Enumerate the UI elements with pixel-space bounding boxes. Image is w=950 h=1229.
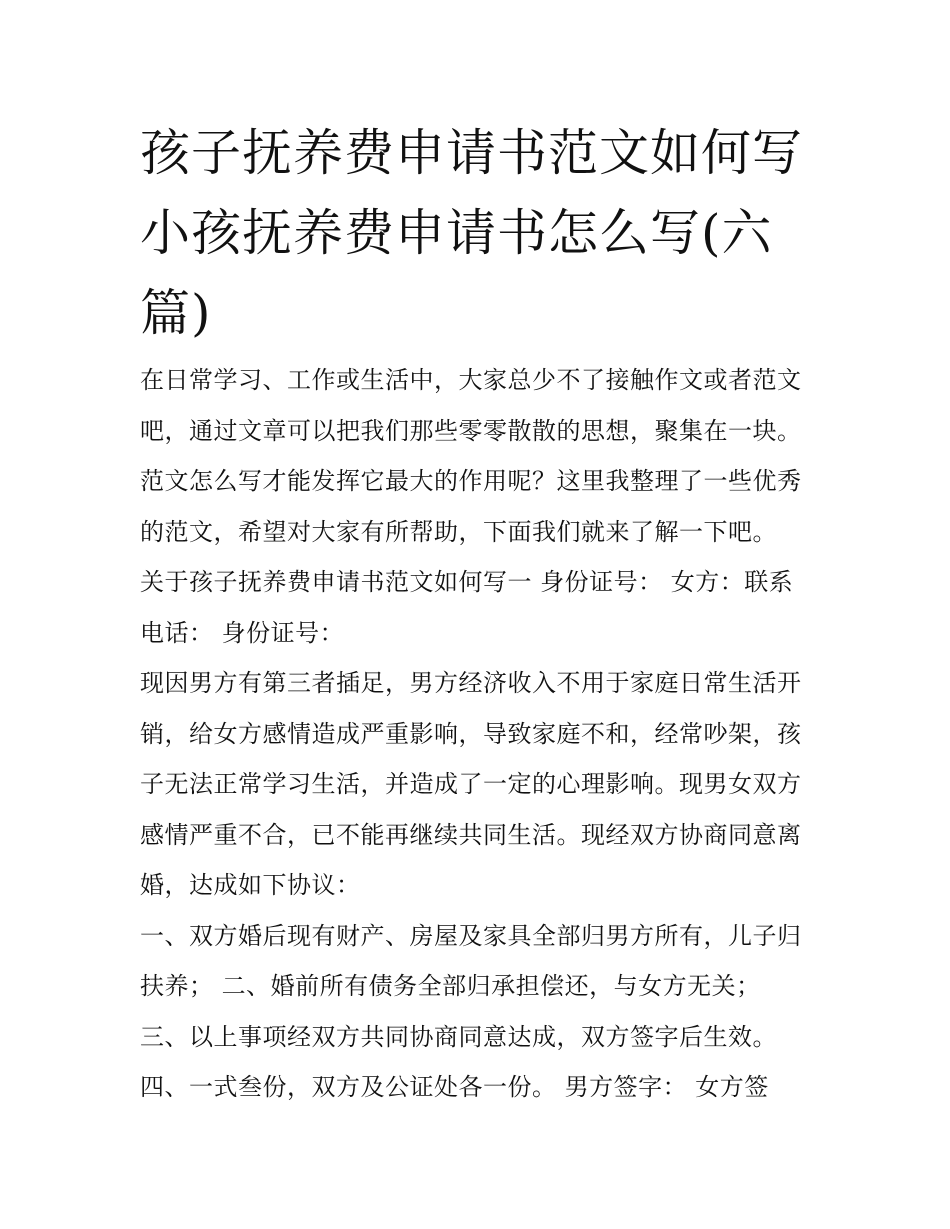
body-line: 电话： 身份证号： — [140, 618, 345, 647]
document-body — [140, 355, 820, 1113]
title-line: 小孩抚养费申请书怎么写(六 — [140, 204, 773, 262]
title-line: 篇) — [140, 284, 212, 342]
body-line: 关于孩子抚养费申请书范文如何写一 身份证号： 女方：联系 — [140, 568, 794, 596]
body-line: 婚，达成如下协议： — [140, 871, 361, 899]
body-line: 销，给女方感情造成严重影响，导致家庭不和，经常吵架，孩 — [140, 719, 802, 748]
document-title — [140, 113, 820, 353]
body-line: 子无法正常学习生活，并造成了一定的心理影响。现男女双方 — [140, 770, 802, 798]
body-line: 范文怎么写才能发挥它最大的作用呢？这里我整理了一些优秀 — [140, 467, 802, 495]
body-line: 的范文，希望对大家有所帮助，下面我们就来了解一下吧。 — [140, 517, 777, 546]
body-line: 感情严重不合，已不能再继续共同生活。现经双方协商同意离 — [140, 820, 802, 849]
body-line: 在日常学习、工作或生活中，大家总少不了接触作文或者范文 — [140, 366, 802, 394]
body-line: 四、一式叁份，双方及公证处各一份。 男方签字： 女方签 — [140, 1073, 769, 1101]
body-line: 三、以上事项经双方共同协商同意达成，双方签字后生效。 — [140, 1022, 777, 1051]
body-line: 现因男方有第三者插足，男方经济收入不用于家庭日常生活开 — [140, 669, 802, 697]
title-line: 孩子抚养费申请书范文如何写 — [140, 124, 803, 182]
body-line: 吧，通过文章可以把我们那些零零散散的思想，聚集在一块。 — [140, 416, 802, 445]
body-line: 扶养； 二、婚前所有债务全部归承担偿还，与女方无关； — [140, 972, 761, 1000]
body-line: 一、双方婚后现有财产、房屋及家具全部归男方所有，儿子归 — [140, 921, 802, 950]
